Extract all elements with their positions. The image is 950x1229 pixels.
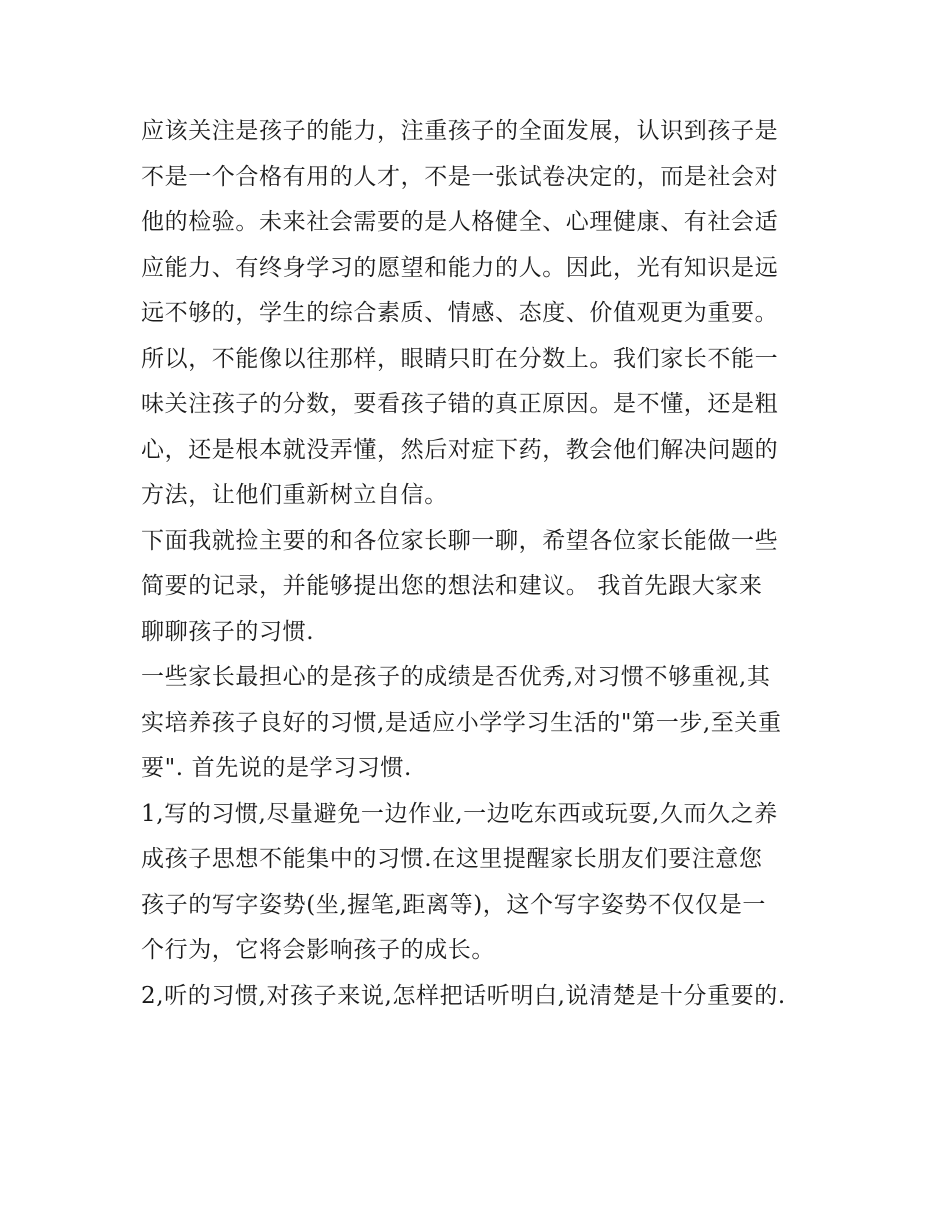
text-line: 方法，让他们重新树立自信。 [141, 482, 448, 508]
text-line: 味关注孩子的分数，要看孩子错的真正原因。是不懂，还是粗 [141, 391, 779, 417]
text-line: 应该关注是孩子的能力，注重孩子的全面发展，认识到孩子是 [141, 118, 779, 144]
text-line: 一些家长最担心的是孩子的成绩是否优秀,对习惯不够重视,其 [141, 664, 771, 690]
text-line: 孩子的写字姿势(坐,握笔,距离等)，这个写字姿势不仅仅是一 [141, 891, 766, 918]
text-line: 他的检验。未来社会需要的是人格健全、心理健康、有社会适 [141, 209, 779, 235]
text-line: 不是一个合格有用的人才，不是一张试卷决定的，而是社会对 [141, 163, 779, 190]
text-line: 要". 首先说的是学习习惯. [141, 755, 412, 781]
text-line: 简要的记录，并能够提出您的想法和建议。 我首先跟大家来 [141, 573, 763, 599]
text-line: 心，还是根本就没弄懂，然后对症下药，教会他们解决问题的 [141, 436, 779, 463]
text-line: 2,听的习惯,对孩子来说,怎样把话听明白,说清楚是十分重要的. [141, 982, 786, 1009]
document-body [141, 109, 821, 1019]
text-line: 聊聊孩子的习惯. [141, 618, 315, 645]
text-line: 个行为，它将会影响孩子的成长。 [141, 937, 495, 963]
text-line: 实培养孩子良好的习惯,是适应小学学习生活的"第一步,至关重 [141, 709, 782, 736]
text-line: 应能力、有终身学习的愿望和能力的人。因此，光有知识是远 [141, 254, 779, 281]
text-line: 远不够的，学生的综合素质、情感、态度、价值观更为重要。 [141, 300, 779, 326]
text-line: 1,写的习惯,尽量避免一边作业,一边吃东西或玩耍,久而久之养 [141, 800, 778, 827]
text-line: 下面我就捡主要的和各位家长聊一聊，希望各位家长能做一些 [141, 527, 779, 554]
text-line: 所以，不能像以往那样，眼睛只盯在分数上。我们家长不能一 [141, 345, 779, 372]
text-line: 成孩子思想不能集中的习惯.在这里提醒家长朋友们要注意您 [141, 846, 763, 872]
